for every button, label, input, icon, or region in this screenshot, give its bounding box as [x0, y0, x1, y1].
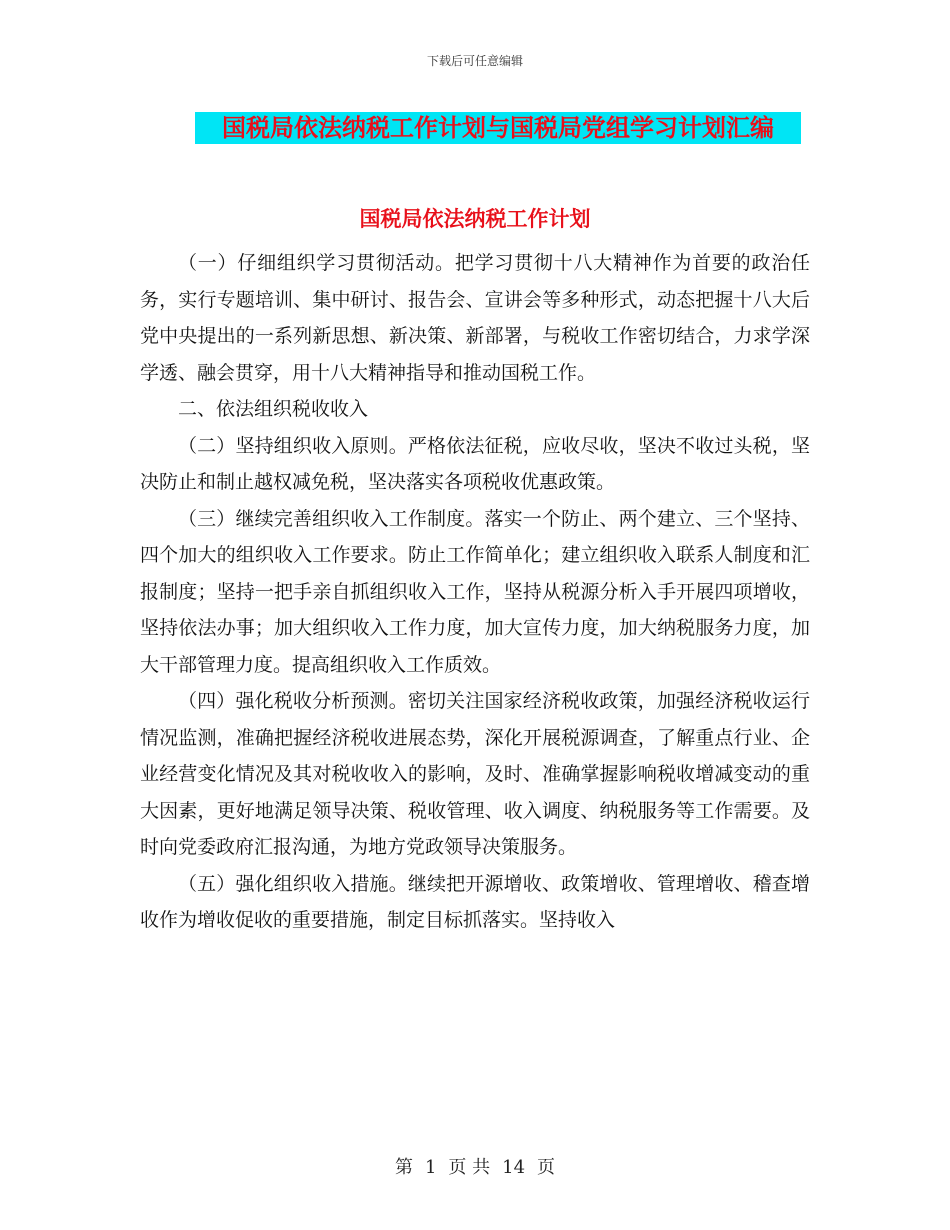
document-title: 国税局依法纳税工作计划与国税局党组学习计划汇编 — [195, 112, 801, 144]
page-total: 14 — [502, 1157, 526, 1178]
paragraph: 二、依法组织税收收入 — [178, 398, 369, 420]
paragraph: （五）强化组织收入措施。继续把开源增收、政策增收、管理增收、稽查增收作为增收促收的重要措施，制定目标抓落实。坚持收入 — [140, 872, 810, 931]
document-body — [140, 245, 810, 939]
page-number: 1 — [424, 1157, 437, 1178]
paragraph: （四）强化税收分析预测。密切关注国家经济税收政策，加强经济税收运行情况监测，准确把握经济税收进展态势，深化开展税源调查，了解重点行业、企业经营变化情况及其对税收收入的影响，及时、准确掌握影响税收增减变动的重大因素，更好地满足领导决策、税收管理、收入调度、纳税服务等工作需要。及时向党委政府汇报沟通，为地方党政领导决策服务。 — [140, 690, 810, 858]
section-title: 国税局依法纳税工作计划 — [359, 207, 591, 231]
footer-prefix: 第 — [394, 1157, 413, 1178]
paragraph: （二）坚持组织收入原则。严格依法征税，应收尽收，坚决不收过头税，坚决防止和制止越权减免税，坚决落实各项税收优惠政策。 — [140, 434, 810, 493]
paragraph: （三）继续完善组织收入工作制度。落实一个防止、两个建立、三个坚持、四个加大的组织收入工作要求。防止工作简单化；建立组织收入联系人制度和汇报制度；坚持一把手亲自抓组织收入工作，坚持从税源分析入手开展四项增收，坚持依法办事；加大组织收入工作力度，加大宣传力度，加大纳税服务力度，加大干部管理力度。提高组织收入工作质效。 — [140, 507, 810, 676]
paragraph: （一）仔细组织学习贯彻活动。把学习贯彻十八大精神作为首要的政治任务，实行专题培训、集中研讨、报告会、宣讲会等多种形式，动态把握十八大后党中央提出的一系列新思想、新决策、新部署，与税收工作密切结合，力求学深学透、融会贯穿，用十八大精神指导和推动国税工作。 — [140, 252, 810, 384]
page-footer — [0, 1153, 950, 1179]
footer-mid: 页 共 — [448, 1157, 491, 1178]
footer-suffix: 页 — [537, 1157, 556, 1178]
header-note: 下载后可任意编辑 — [426, 54, 523, 68]
